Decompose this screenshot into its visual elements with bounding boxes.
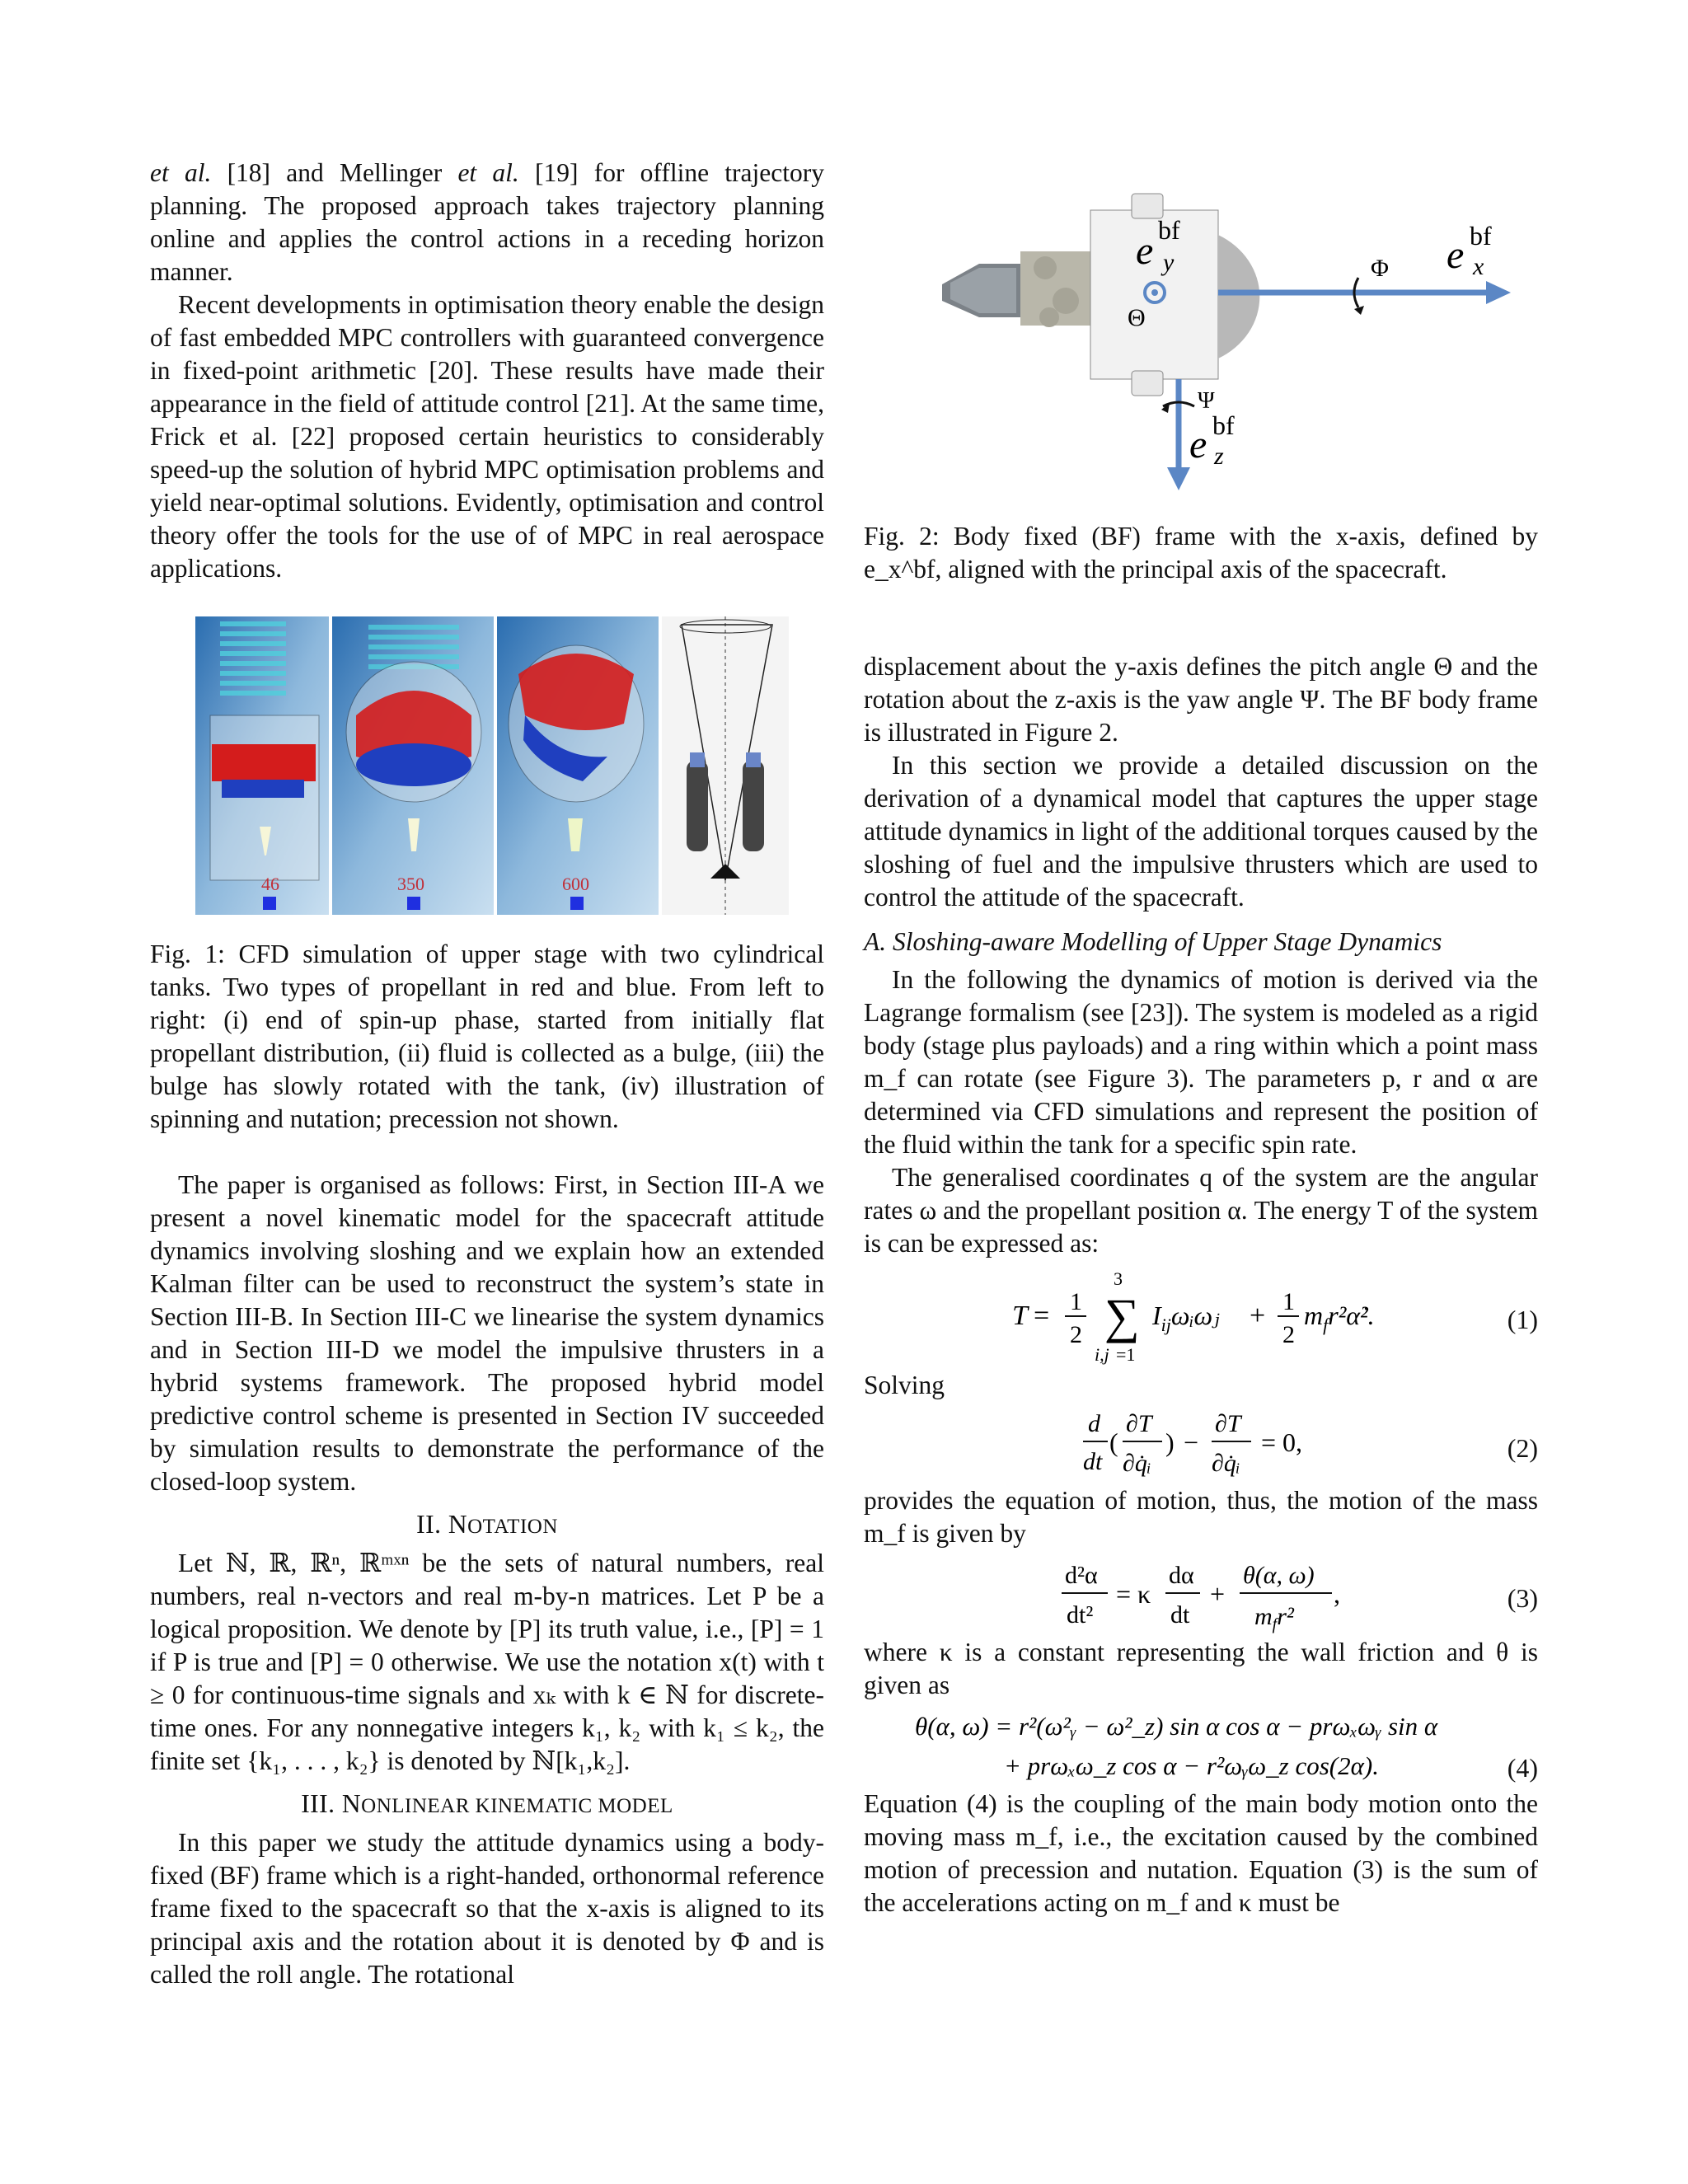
equation-4-render xyxy=(864,1702,1538,1788)
svg-text:1: 1 xyxy=(1282,1288,1295,1315)
ex-sup: bf xyxy=(1470,221,1492,251)
subsection-a-heading: A. Sloshing-aware Modelling of Upper Stage Dynamics xyxy=(864,927,1442,956)
svg-text:= 0,: = 0, xyxy=(1261,1427,1303,1457)
equation-1-number: (1) xyxy=(1507,1305,1538,1334)
cfd-marker-2 xyxy=(407,897,420,910)
left-paragraph-5: In this paper we study the attitude dynamics using a body-fixed (BF) frame which is a right-handed, orthonormal reference frame fixed to the spacecraft so that the x-axis is aligned to its principal axis and the rotation about it is denoted by Φ and is called the roll angle. The rotational xyxy=(150,1828,824,1989)
svg-text:d: d xyxy=(1088,1410,1100,1437)
svg-text:T: T xyxy=(1012,1301,1028,1331)
equation-4-number: (4) xyxy=(1507,1753,1538,1783)
equation-1 xyxy=(864,1260,1538,1369)
right-paragraph-3: In the following the dynamics of motion is derived via the Lagrange formalism (see [23]). The system is modeled as a rigid body (stage plus payloads) and a ring within which a point mass m_f can rotate (see Figure 3). The parameters p, r and α are determined via CFD simulations and represent the position of the fluid within the tank for a specific spin rate. xyxy=(864,965,1538,1159)
left-column xyxy=(150,157,824,1991)
svg-text:∂T: ∂T xyxy=(1215,1410,1241,1437)
right-paragraph-2: In this section we provide a detailed discussion on the derivation of a dynamical model that captures the upper stage attitude dynamics in light of the additional torques caused by the sloshing of fuel and the impulsive thrusters which are used to control the attitude of the spacecraft. xyxy=(864,751,1538,912)
equation-3 xyxy=(864,1550,1538,1636)
right-paragraph-5: provides the equation of motion, thus, the motion of the mass m_f is given by xyxy=(864,1486,1538,1548)
figure-2-diagram xyxy=(942,185,1519,499)
svg-text:=1: =1 xyxy=(1116,1344,1136,1365)
svg-text:+: + xyxy=(1210,1579,1226,1609)
equation-3-number: (3) xyxy=(1507,1583,1538,1613)
section-2-heading: II. NOTATION xyxy=(416,1510,558,1539)
svg-text:mfr²α̇².: $m_fr^2\alphȧ^2$. xyxy=(1304,1301,1375,1335)
ez-sub: z xyxy=(1214,443,1224,470)
right-column xyxy=(864,157,1538,1919)
figure-2-caption: Fig. 2: Body fixed (BF) frame with the x-axis, defined by e_x^bf, aligned with the principal axis of the spacecraft. xyxy=(864,522,1538,583)
right-paragraph-4: The generalised coordinates q of the system are the angular rates ω and the propellant position α. The energy T of the system is can be expressed as: xyxy=(864,1163,1538,1258)
svg-text:∂q̇ᵢ: ∂q̇ᵢ xyxy=(1123,1450,1151,1477)
svg-text:d²α: d²α xyxy=(1065,1562,1098,1589)
equation-2-render xyxy=(864,1402,1538,1484)
svg-text:+ prωₓω_z cos α − r²ωᵧω_z cos(: + prωₓω_z cos α − r²ωᵧω_z cos(2α). xyxy=(1004,1751,1379,1780)
ey-sup: bf xyxy=(1158,215,1180,245)
svg-text:mfr²: $m_fr^2$ xyxy=(1254,1603,1294,1633)
ex-label: e xyxy=(1447,233,1465,277)
ex-sub: x xyxy=(1473,253,1484,280)
svg-text:2: 2 xyxy=(1282,1321,1295,1348)
svg-text:1: 1 xyxy=(1070,1288,1082,1315)
svg-text:): ) xyxy=(1165,1427,1175,1457)
equation-3-render xyxy=(864,1550,1538,1636)
svg-text:3: 3 xyxy=(1114,1268,1123,1289)
figure-1 xyxy=(195,616,789,923)
right-paragraph-6: where κ is a constant representing the wall friction and θ is given as xyxy=(864,1638,1538,1699)
svg-text:(: ( xyxy=(1109,1427,1118,1457)
solving-label: Solving xyxy=(864,1371,945,1399)
cfd-label-1: 46 xyxy=(261,874,279,894)
svg-text:dt: dt xyxy=(1083,1448,1103,1475)
svg-text:∂q̇ᵢ: ∂q̇ᵢ xyxy=(1212,1450,1240,1477)
cfd-label-2: 350 xyxy=(397,874,424,894)
svg-text:∂T: ∂T xyxy=(1126,1410,1152,1437)
cfd-marker-1 xyxy=(263,897,276,910)
svg-text:=: = xyxy=(1034,1301,1050,1331)
ey-label: e xyxy=(1136,229,1154,273)
svg-text:θ(α, ω): θ(α, ω) xyxy=(1243,1562,1315,1589)
cfd-marker-3 xyxy=(570,897,584,910)
section-3-heading: III. NONLINEAR KINEMATIC MODEL xyxy=(301,1789,673,1818)
svg-text:= κ: = κ xyxy=(1116,1579,1151,1609)
svg-text:2: 2 xyxy=(1070,1321,1082,1348)
ez-sup: bf xyxy=(1212,410,1235,440)
psi-label: Ψ xyxy=(1198,388,1215,414)
svg-text:−: − xyxy=(1184,1427,1199,1457)
svg-text:Iijωᵢωⱼ: $I_{ij}\omega ᵢ\omega ⱼ$ xyxy=(1152,1301,1220,1335)
svg-text:dα: dα xyxy=(1169,1562,1194,1589)
figure-1-cfd-image xyxy=(195,616,789,923)
svg-text:dt²: dt² xyxy=(1067,1601,1094,1629)
right-paragraph-1: displacement about the y-axis defines the pitch angle Θ and the rotation about the z-axis is the yaw angle Ψ. The BF body frame is illustrated in Figure 2. xyxy=(864,652,1538,747)
svg-text:,: , xyxy=(1334,1579,1340,1609)
theta-label: Θ xyxy=(1128,304,1146,331)
equation-1-render xyxy=(864,1260,1538,1369)
svg-text:∑: ∑ xyxy=(1104,1289,1140,1343)
equation-2-number: (2) xyxy=(1507,1433,1538,1463)
left-paragraph-4: Let ℕ, ℝ, ℝⁿ, ℝᵐˣⁿ be the sets of natural numbers, real numbers, real n-vectors and real m-by-n matrices. Let P be a logical proposition. We denote by [P] its truth value, i.e., [P] = 1 if P is true and [P] = 0 otherwise. We use the notation x(t) with t ≥ 0 for continuous-time signals and xₖ with k ∈ ℕ for discrete-time ones. For any nonnegative integers k₁, k₂ with k₁ ≤ k₂, the finite set {k₁, . . . , k₂} is denoted by ℕ[k₁,k₂]. xyxy=(150,1549,824,1775)
left-paragraph-1-rendered: et al. [18] and Mellinger et al. [19] for offline trajectory planning. The proposed approach takes trajectory planning online and applies the control actions in a receding horizon manner. xyxy=(150,158,824,286)
equation-2 xyxy=(864,1402,1538,1484)
svg-text:+: + xyxy=(1250,1301,1266,1331)
left-paragraph-3: The paper is organised as follows: First, in Section III-A we present a novel kinematic model for the spacecraft attitude dynamics involving sloshing and we explain how an extended Kalman filter can be used to reconstruct the system’s state in Section III-B. In Section III-C we linearise the system dynamics and in Section III-D we model the impulsive thrusters in a hybrid systems framework. The proposed hybrid model predictive control scheme is presented in Section IV succeeded by simulation results to demonstrate the performance of the closed-loop system. xyxy=(150,1170,824,1496)
figure-2 xyxy=(942,185,1519,499)
ey-sub: y xyxy=(1163,249,1175,276)
left-paragraph-2: Recent developments in optimisation theory enable the design of fast embedded MPC controllers with guaranteed convergence in fixed-point arithmetic [20]. These results have made their appearance in the field of attitude control [21]. At the same time, Frick et al. [22] proposed certain heuristics to considerably speed-up the solution of hybrid MPC optimisation problems and yield near-optimal solutions. Evidently, optimisation and control theory offer the tools for the use of of MPC in real aerospace applications. xyxy=(150,290,824,583)
ez-label: e xyxy=(1189,423,1207,466)
cfd-label-3: 600 xyxy=(562,874,589,894)
svg-text:dt: dt xyxy=(1170,1601,1190,1629)
equation-4 xyxy=(864,1702,1538,1788)
figure-1-caption: Fig. 1: CFD simulation of upper stage with two cylindrical tanks. Two types of propellant in red and blue. From left to right: (i) end of spin-up phase, started from initially flat propellant distribution, (ii) fluid is collected as a bulge, (iii) the bulge has slowly rotated with the tank, (iv) illustration of spinning and nutation; precession not shown. xyxy=(150,940,824,1133)
svg-text:i,j: i,j xyxy=(1095,1344,1109,1365)
right-paragraph-7: Equation (4) is the coupling of the main body motion onto the moving mass m_f, i.e., the excitation caused by the combined motion of precession and nutation. Equation (3) is the sum of the accelerations acting on m_f and κ must be xyxy=(864,1789,1538,1917)
svg-text:θ(α, ω) = r²(ω²ᵧ − ω²_z) sin α: θ(α, ω) = r²(ω²ᵧ − ω²_z) sin α cos α − prωₓωᵧ sin α xyxy=(915,1712,1438,1741)
phi-label: Φ xyxy=(1371,255,1389,282)
